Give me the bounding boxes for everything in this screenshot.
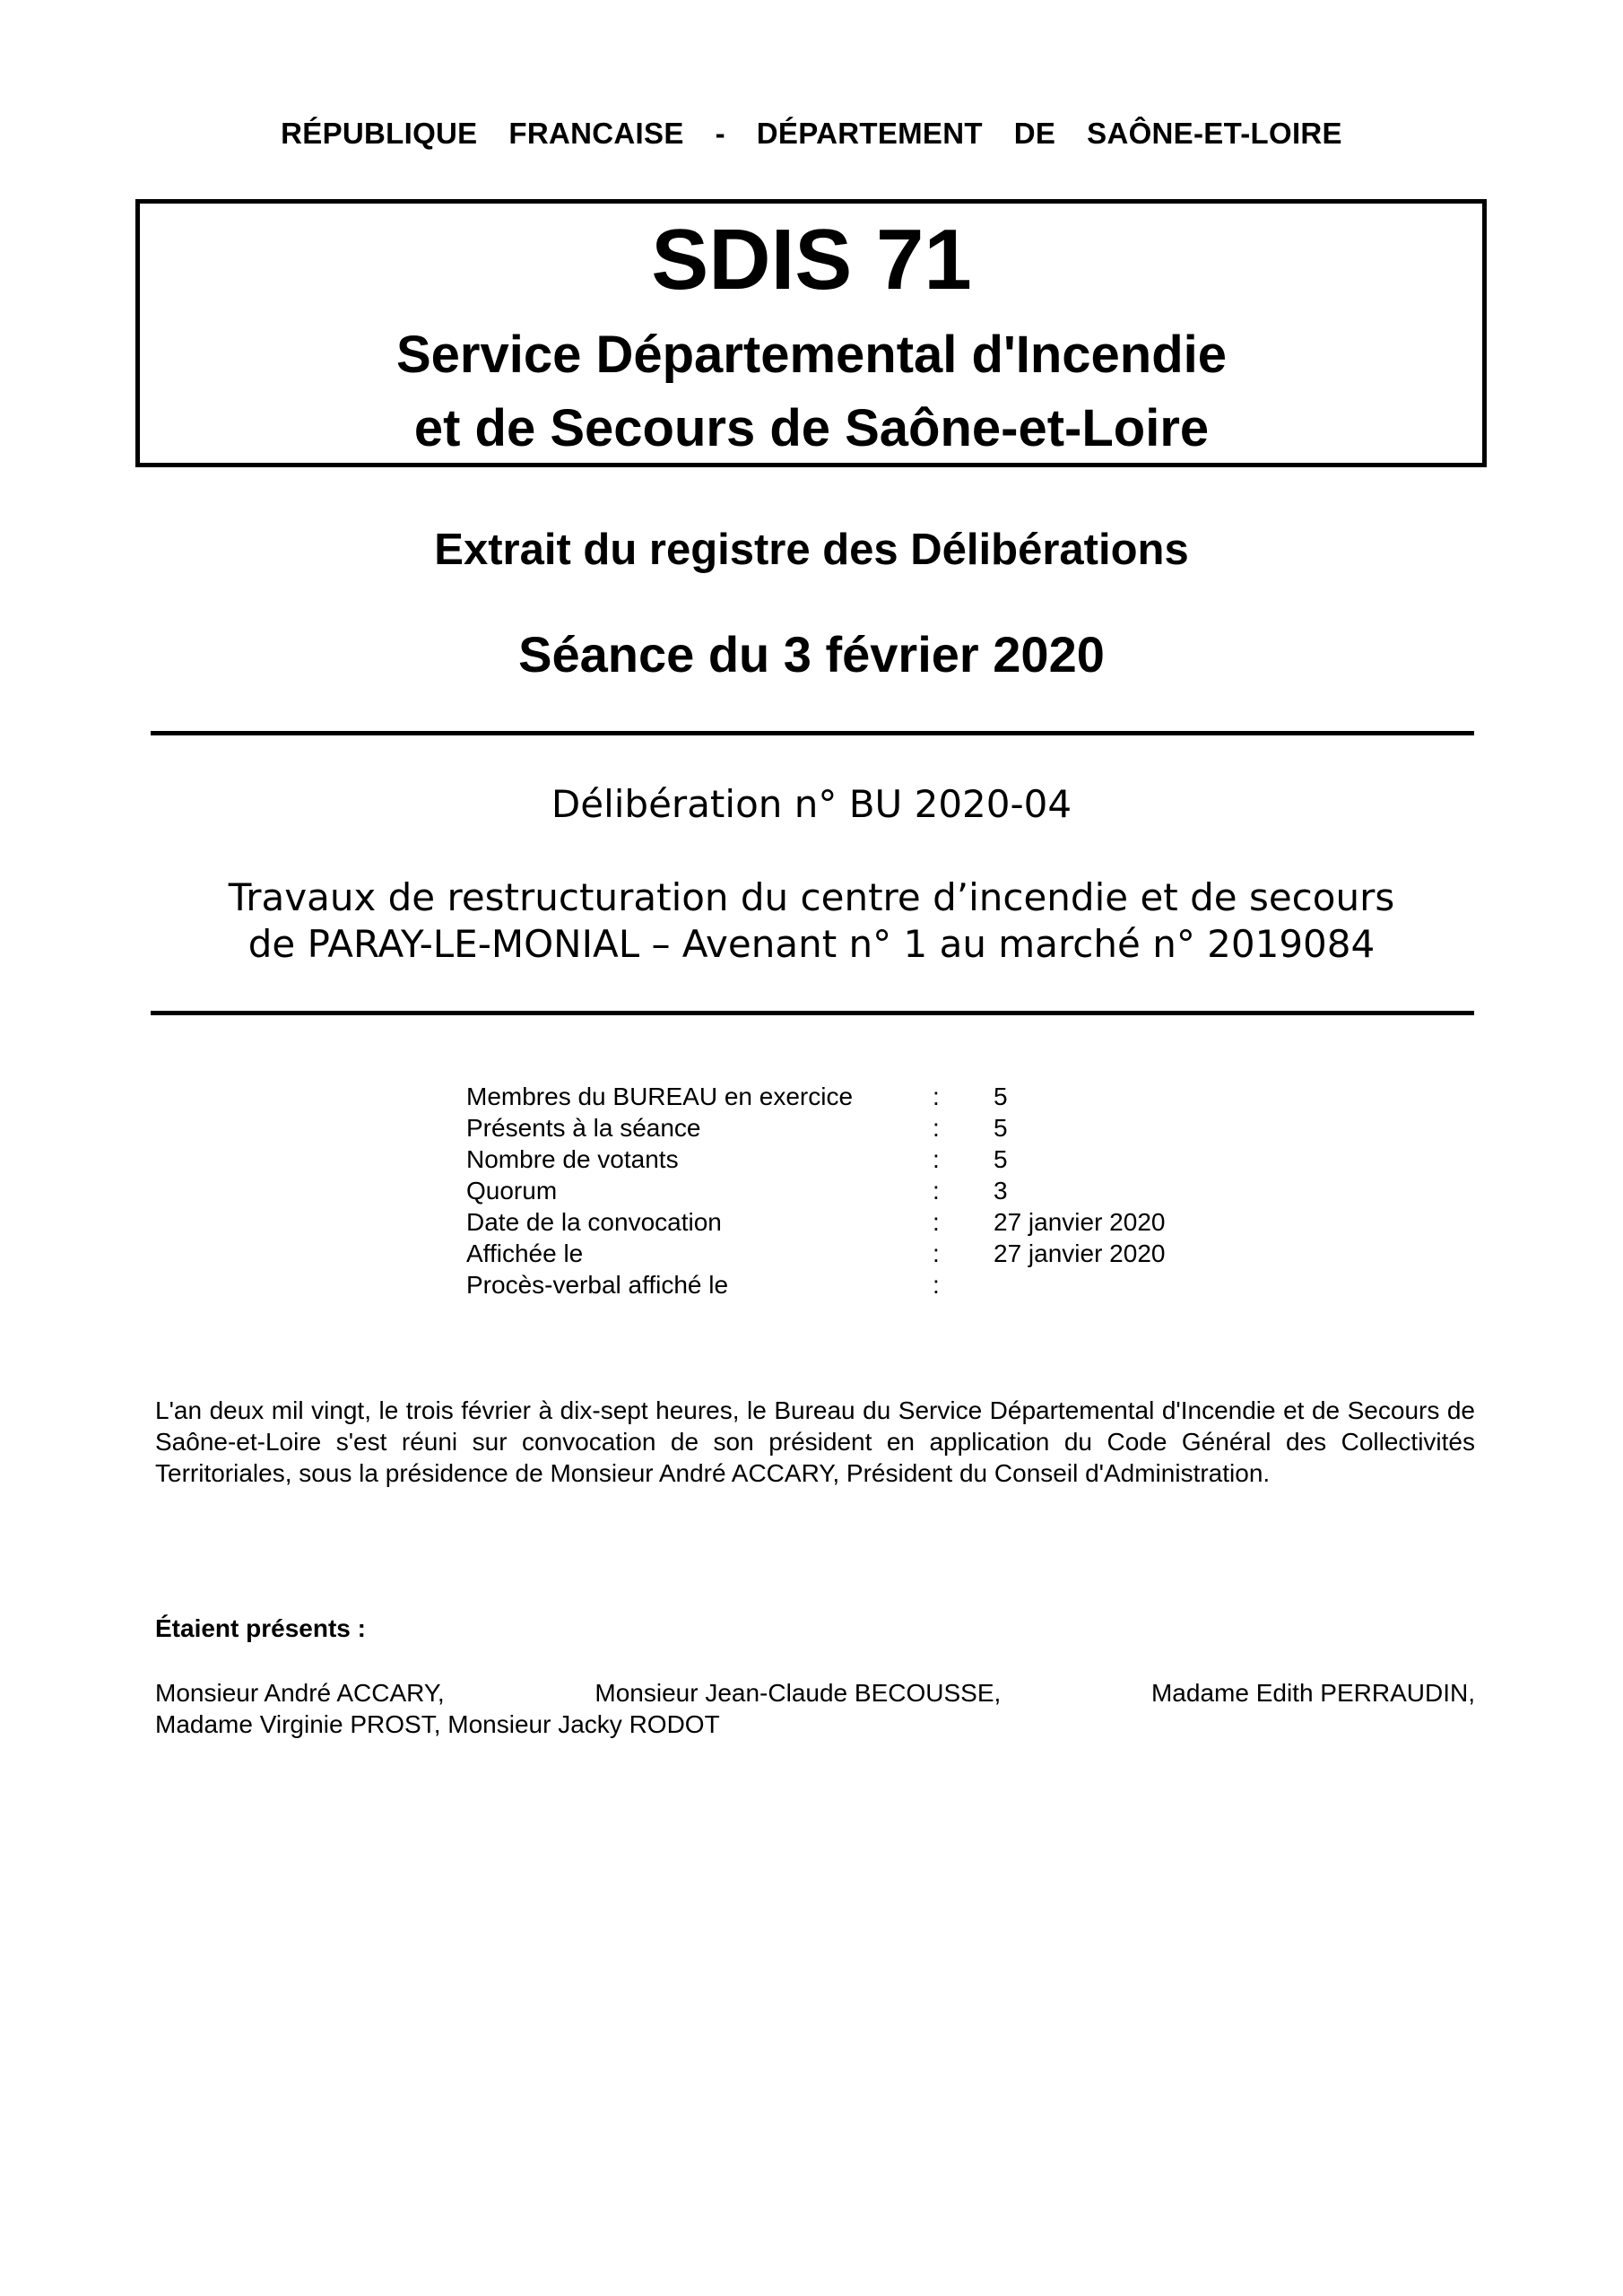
subject-line-1: Travaux de restructuration du centre d’incendie et de secours xyxy=(228,875,1395,919)
stats-value: 27 janvier 2020 xyxy=(994,1208,1166,1236)
attendees-row-2: Madame Virginie PROST, Monsieur Jacky RODOT xyxy=(155,1710,720,1738)
stats-value: 3 xyxy=(994,1177,1008,1205)
intro-paragraph: L'an deux mil vingt, le trois février à dix-sept heures, le Bureau du Service Départemental d'Incendie et de Secours de Saône-et-Loire s'est réuni sur convocation de son président en application du Code Général des Collectivités Territoriales, sous la présidence de Monsieur André ACCARY, Président du Conseil d'Administration. xyxy=(155,1396,1475,1487)
attendees-heading: Étaient présents : xyxy=(155,1614,366,1642)
stats-value: 5 xyxy=(994,1145,1008,1173)
org-full-name xyxy=(0,318,1623,465)
stats-row xyxy=(466,1238,1363,1269)
stats-value: 5 xyxy=(994,1114,1008,1142)
session-date: Séance du 3 février 2020 xyxy=(518,626,1105,683)
stats-label: Date de la convocation xyxy=(466,1208,722,1236)
org-acronym: SDIS 71 xyxy=(651,212,972,308)
attendee-name: Monsieur Jean-Claude BECOUSSE, xyxy=(595,1679,1002,1707)
stats-colon: : xyxy=(933,1271,940,1299)
stats-colon: : xyxy=(933,1177,940,1205)
stats-row xyxy=(466,1144,1363,1175)
stats-label: Procès-verbal affiché le xyxy=(466,1271,729,1299)
attendee-name: Monsieur André ACCARY, xyxy=(155,1679,445,1707)
stats-value: 5 xyxy=(994,1083,1008,1110)
stats-row xyxy=(466,1206,1363,1238)
stats-colon: : xyxy=(933,1208,940,1236)
stats-row xyxy=(466,1175,1363,1206)
republic-header-line: RÉPUBLIQUE FRANCAISE - DÉPARTEMENT DE SAÔNE-ET-LOIRE xyxy=(281,117,1342,150)
stats-value: 27 janvier 2020 xyxy=(994,1239,1166,1267)
stats-label: Quorum xyxy=(466,1177,558,1205)
stats-colon: : xyxy=(933,1083,940,1110)
stats-row xyxy=(466,1081,1363,1112)
divider-top xyxy=(151,731,1474,735)
deliberation-subject xyxy=(0,874,1623,968)
stats-colon: : xyxy=(933,1114,940,1142)
stats-colon: : xyxy=(933,1239,940,1267)
stats-label: Nombre de votants xyxy=(466,1145,679,1173)
extract-title: Extrait du registre des Délibérations xyxy=(434,526,1189,574)
stats-label: Affichée le xyxy=(466,1239,584,1267)
stats-label: Membres du BUREAU en exercice xyxy=(466,1083,854,1110)
session-stats-table xyxy=(466,1081,1363,1300)
org-name-line-2: et de Secours de Saône-et-Loire xyxy=(413,399,1210,457)
stats-colon: : xyxy=(933,1145,940,1173)
attendee-name: Madame Edith PERRAUDIN, xyxy=(1150,1679,1475,1707)
attendees-row-1 xyxy=(155,1677,1475,1709)
deliberation-number: Délibération n° BU 2020-04 xyxy=(551,782,1072,826)
stats-row xyxy=(466,1112,1363,1144)
subject-line-2: de PARAY-LE-MONIAL – Avenant n° 1 au marché n° 2019084 xyxy=(247,922,1376,966)
stats-label: Présents à la séance xyxy=(466,1114,701,1142)
stats-row xyxy=(466,1269,1363,1300)
divider-bottom xyxy=(151,1011,1474,1015)
org-name-line-1: Service Départemental d'Incendie xyxy=(395,326,1228,384)
